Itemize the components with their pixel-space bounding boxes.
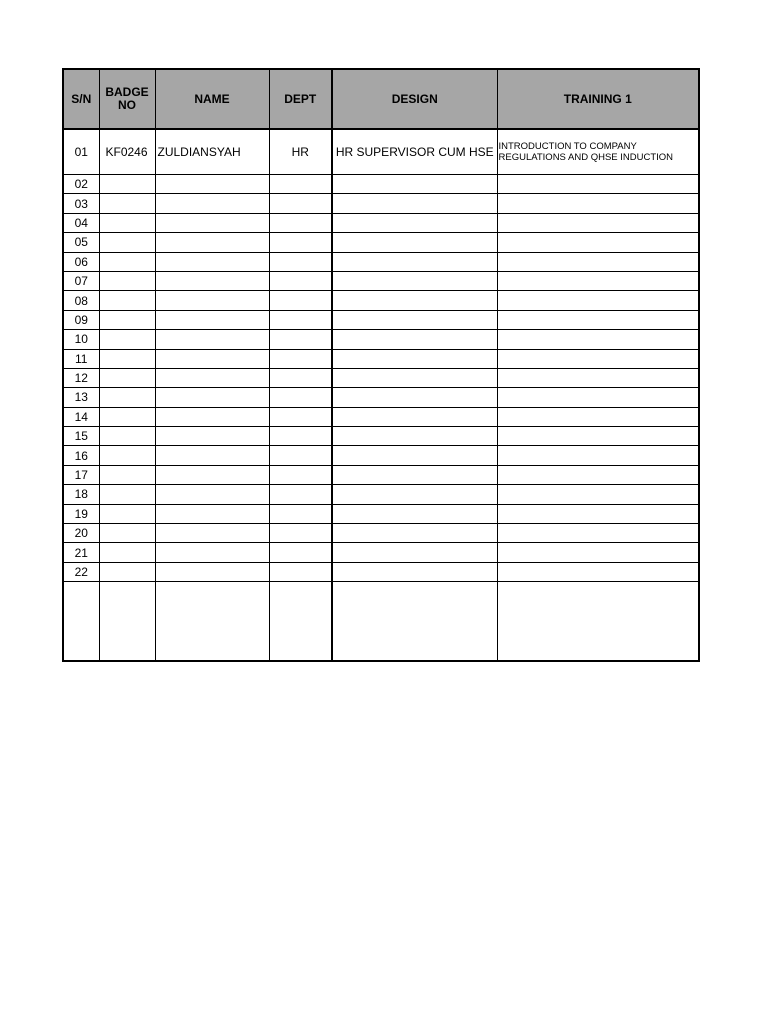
cell-name bbox=[155, 368, 269, 387]
cell-sn: 08 bbox=[63, 291, 99, 310]
table-row bbox=[63, 446, 699, 465]
blank-cell bbox=[497, 582, 699, 662]
table-row bbox=[63, 368, 699, 387]
cell-training-1 bbox=[497, 524, 699, 543]
cell-badge-no: KF0246 bbox=[99, 129, 155, 175]
cell-design bbox=[332, 465, 497, 484]
table-row bbox=[63, 233, 699, 252]
cell-training-1 bbox=[497, 368, 699, 387]
cell-training-1 bbox=[497, 446, 699, 465]
cell-badge-no bbox=[99, 524, 155, 543]
cell-name bbox=[155, 310, 269, 329]
cell-dept bbox=[269, 485, 332, 504]
header-design: DESIGN bbox=[332, 69, 497, 129]
cell-training-1 bbox=[497, 291, 699, 310]
cell-dept bbox=[269, 368, 332, 387]
header-name: NAME bbox=[155, 69, 269, 129]
cell-design bbox=[332, 446, 497, 465]
cell-sn: 13 bbox=[63, 388, 99, 407]
cell-name bbox=[155, 427, 269, 446]
cell-training-1 bbox=[497, 465, 699, 484]
cell-sn: 15 bbox=[63, 427, 99, 446]
cell-training-1: INTRODUCTION TO COMPANY REGULATIONS AND QHSE INDUCTION bbox=[497, 129, 699, 175]
cell-design bbox=[332, 213, 497, 232]
cell-training-1 bbox=[497, 407, 699, 426]
cell-sn: 21 bbox=[63, 543, 99, 562]
cell-training-1 bbox=[497, 175, 699, 194]
cell-name bbox=[155, 407, 269, 426]
cell-sn: 16 bbox=[63, 446, 99, 465]
cell-badge-no bbox=[99, 330, 155, 349]
blank-cell bbox=[63, 582, 99, 662]
cell-badge-no bbox=[99, 446, 155, 465]
cell-name bbox=[155, 349, 269, 368]
table-row bbox=[63, 310, 699, 329]
cell-sn: 03 bbox=[63, 194, 99, 213]
cell-design bbox=[332, 504, 497, 523]
cell-badge-no bbox=[99, 465, 155, 484]
header-dept: DEPT bbox=[269, 69, 332, 129]
cell-sn: 14 bbox=[63, 407, 99, 426]
cell-design bbox=[332, 388, 497, 407]
cell-dept bbox=[269, 465, 332, 484]
table-row bbox=[63, 388, 699, 407]
blank-cell bbox=[155, 582, 269, 662]
cell-training-1 bbox=[497, 330, 699, 349]
cell-badge-no bbox=[99, 485, 155, 504]
cell-name bbox=[155, 175, 269, 194]
header-row bbox=[63, 69, 699, 129]
cell-badge-no bbox=[99, 562, 155, 581]
cell-sn: 17 bbox=[63, 465, 99, 484]
cell-name bbox=[155, 388, 269, 407]
header-sn: S/N bbox=[63, 69, 99, 129]
cell-training-1 bbox=[497, 388, 699, 407]
table-row bbox=[63, 465, 699, 484]
table-row bbox=[63, 504, 699, 523]
cell-design bbox=[332, 368, 497, 387]
table-row bbox=[63, 129, 699, 175]
cell-badge-no bbox=[99, 194, 155, 213]
cell-sn: 18 bbox=[63, 485, 99, 504]
cell-sn: 06 bbox=[63, 252, 99, 271]
cell-design bbox=[332, 543, 497, 562]
cell-training-1 bbox=[497, 194, 699, 213]
cell-dept bbox=[269, 388, 332, 407]
cell-dept bbox=[269, 504, 332, 523]
cell-badge-no bbox=[99, 368, 155, 387]
cell-badge-no bbox=[99, 310, 155, 329]
cell-sn: 11 bbox=[63, 349, 99, 368]
cell-name bbox=[155, 543, 269, 562]
cell-design bbox=[332, 349, 497, 368]
cell-dept bbox=[269, 194, 332, 213]
cell-name bbox=[155, 524, 269, 543]
cell-badge-no bbox=[99, 407, 155, 426]
cell-design bbox=[332, 330, 497, 349]
cell-sn: 10 bbox=[63, 330, 99, 349]
table-row bbox=[63, 427, 699, 446]
cell-training-1 bbox=[497, 271, 699, 290]
cell-badge-no bbox=[99, 349, 155, 368]
training-record-table bbox=[62, 68, 700, 662]
cell-design: HR SUPERVISOR CUM HSE bbox=[332, 129, 497, 175]
cell-dept bbox=[269, 349, 332, 368]
header-badge-no: BADGE NO bbox=[99, 69, 155, 129]
blank-cell bbox=[269, 582, 332, 662]
cell-training-1 bbox=[497, 543, 699, 562]
header-training-1: TRAINING 1 bbox=[497, 69, 699, 129]
cell-dept bbox=[269, 271, 332, 290]
cell-badge-no bbox=[99, 175, 155, 194]
cell-dept bbox=[269, 562, 332, 581]
cell-dept bbox=[269, 407, 332, 426]
table-row bbox=[63, 349, 699, 368]
table-row bbox=[63, 213, 699, 232]
cell-badge-no bbox=[99, 213, 155, 232]
cell-name bbox=[155, 233, 269, 252]
cell-dept bbox=[269, 330, 332, 349]
cell-design bbox=[332, 252, 497, 271]
cell-name bbox=[155, 213, 269, 232]
cell-dept bbox=[269, 310, 332, 329]
cell-design bbox=[332, 562, 497, 581]
cell-dept bbox=[269, 233, 332, 252]
cell-name bbox=[155, 291, 269, 310]
blank-cell bbox=[99, 582, 155, 662]
cell-sn: 19 bbox=[63, 504, 99, 523]
table-row bbox=[63, 194, 699, 213]
cell-training-1 bbox=[497, 427, 699, 446]
cell-badge-no bbox=[99, 233, 155, 252]
table-row bbox=[63, 485, 699, 504]
cell-name bbox=[155, 562, 269, 581]
cell-training-1 bbox=[497, 504, 699, 523]
cell-sn: 07 bbox=[63, 271, 99, 290]
cell-training-1 bbox=[497, 562, 699, 581]
cell-sn: 22 bbox=[63, 562, 99, 581]
table-row bbox=[63, 271, 699, 290]
cell-training-1 bbox=[497, 485, 699, 504]
cell-design bbox=[332, 485, 497, 504]
cell-dept bbox=[269, 427, 332, 446]
cell-training-1 bbox=[497, 213, 699, 232]
cell-dept bbox=[269, 213, 332, 232]
cell-badge-no bbox=[99, 543, 155, 562]
table-row bbox=[63, 524, 699, 543]
cell-name bbox=[155, 504, 269, 523]
cell-sn: 12 bbox=[63, 368, 99, 387]
cell-design bbox=[332, 233, 497, 252]
cell-name bbox=[155, 194, 269, 213]
cell-sn: 04 bbox=[63, 213, 99, 232]
cell-badge-no bbox=[99, 388, 155, 407]
cell-dept bbox=[269, 524, 332, 543]
cell-training-1 bbox=[497, 310, 699, 329]
cell-badge-no bbox=[99, 271, 155, 290]
table-row bbox=[63, 291, 699, 310]
cell-badge-no bbox=[99, 504, 155, 523]
cell-dept bbox=[269, 446, 332, 465]
cell-dept bbox=[269, 175, 332, 194]
blank-cell bbox=[332, 582, 497, 662]
cell-design bbox=[332, 271, 497, 290]
cell-name bbox=[155, 485, 269, 504]
cell-dept bbox=[269, 252, 332, 271]
cell-sn: 02 bbox=[63, 175, 99, 194]
table-row bbox=[63, 543, 699, 562]
cell-name bbox=[155, 330, 269, 349]
cell-name: ZULDIANSYAH bbox=[155, 129, 269, 175]
cell-design bbox=[332, 175, 497, 194]
cell-design bbox=[332, 524, 497, 543]
cell-design bbox=[332, 194, 497, 213]
cell-dept: HR bbox=[269, 129, 332, 175]
cell-sn: 20 bbox=[63, 524, 99, 543]
cell-design bbox=[332, 407, 497, 426]
cell-sn: 09 bbox=[63, 310, 99, 329]
cell-dept bbox=[269, 291, 332, 310]
cell-name bbox=[155, 465, 269, 484]
cell-dept bbox=[269, 543, 332, 562]
blank-row bbox=[63, 582, 699, 662]
cell-badge-no bbox=[99, 291, 155, 310]
cell-design bbox=[332, 310, 497, 329]
cell-training-1 bbox=[497, 349, 699, 368]
cell-design bbox=[332, 427, 497, 446]
cell-design bbox=[332, 291, 497, 310]
table-row bbox=[63, 407, 699, 426]
cell-training-1 bbox=[497, 233, 699, 252]
cell-name bbox=[155, 271, 269, 290]
table-row bbox=[63, 175, 699, 194]
cell-training-1 bbox=[497, 252, 699, 271]
cell-sn: 01 bbox=[63, 129, 99, 175]
cell-sn: 05 bbox=[63, 233, 99, 252]
cell-name bbox=[155, 446, 269, 465]
cell-badge-no bbox=[99, 252, 155, 271]
table-row bbox=[63, 562, 699, 581]
table-row bbox=[63, 330, 699, 349]
cell-name bbox=[155, 252, 269, 271]
cell-badge-no bbox=[99, 427, 155, 446]
table-row bbox=[63, 252, 699, 271]
